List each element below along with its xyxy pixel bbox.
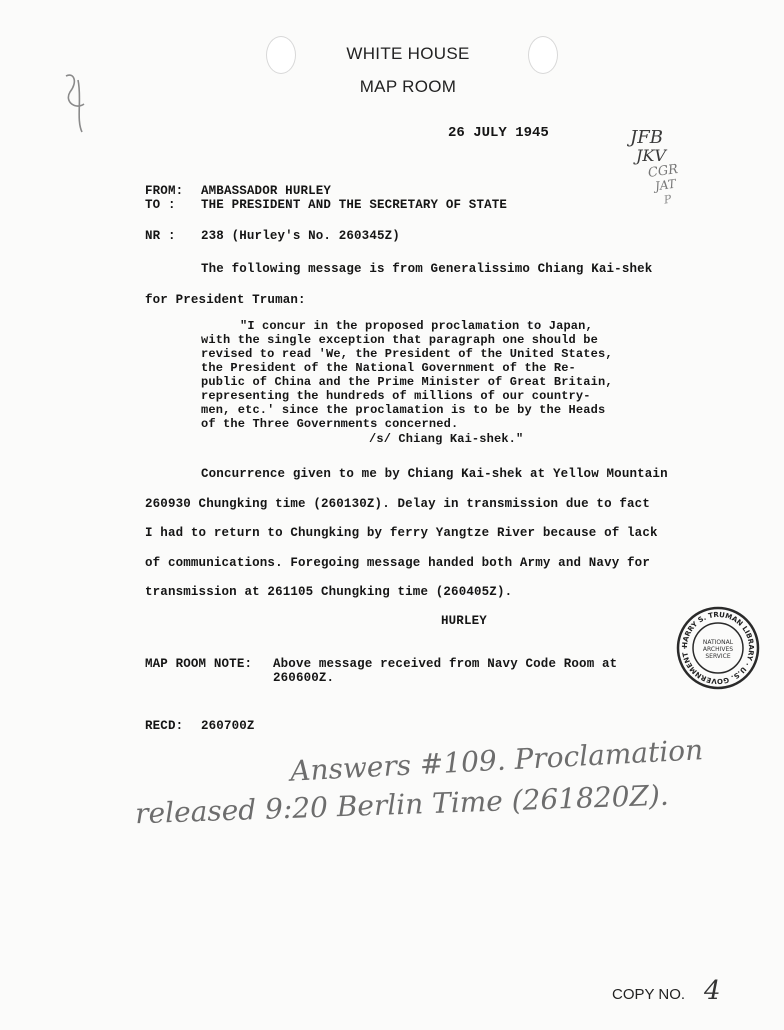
quote-line: with the single exception that paragraph one should be bbox=[201, 333, 598, 347]
concurrence-line: Concurrence given to me by Chiang Kai-shek at Yellow Mountain bbox=[201, 467, 668, 481]
copy-label: COPY NO. bbox=[612, 986, 686, 1003]
copy-number: 4 bbox=[704, 976, 721, 1006]
initial-jfb: JFB bbox=[630, 127, 663, 148]
intro-line-1: The following message is from Generalissimo Chiang Kai-shek bbox=[201, 262, 653, 276]
concurrence-line: 260930 Chungking time (260130Z). Delay in transmission due to fact bbox=[145, 497, 650, 511]
archive-stamp-seal bbox=[676, 606, 760, 690]
quote-line: revised to read 'We, the President of the United States, bbox=[201, 347, 613, 361]
svg-text:SERVICE: SERVICE bbox=[705, 653, 731, 660]
header-map-room: MAP ROOM bbox=[359, 77, 457, 96]
to-value: THE PRESIDENT AND THE SECRETARY OF STATE bbox=[201, 198, 508, 212]
quote-line: men, etc.' since the proclamation is to be by the Heads bbox=[201, 403, 606, 417]
recd-value: 260700Z bbox=[201, 719, 255, 733]
punch-hole-left bbox=[266, 36, 296, 74]
document-date: 26 JULY 1945 bbox=[448, 125, 549, 141]
handwritten-note-line-1: Answers #109. Proclamation bbox=[289, 733, 704, 788]
sender-signature: HURLEY bbox=[441, 614, 487, 628]
map-room-note-label: MAP ROOM NOTE: bbox=[145, 657, 253, 671]
quote-line: public of China and the Prime Minister of Great Britain, bbox=[201, 375, 613, 389]
map-room-note-line-1: Above message received from Navy Code Room at bbox=[273, 657, 618, 671]
nr-label: NR : bbox=[145, 229, 176, 243]
initial-jat: JAT bbox=[654, 176, 677, 194]
quote-signature: /s/ Chiang Kai-shek." bbox=[369, 432, 524, 446]
concurrence-line: I had to return to Chungking by ferry Yangtze River because of lack bbox=[145, 526, 658, 540]
handwritten-note-line-2: released 9:20 Berlin Time (261820Z). bbox=[134, 778, 670, 831]
quote-line: "I concur in the proposed proclamation to Japan, bbox=[240, 319, 593, 333]
concurrence-line: of communications. Foregoing message handed both Army and Navy for bbox=[145, 556, 650, 570]
nr-value: 238 (Hurley's No. 260345Z) bbox=[201, 229, 400, 243]
quote-line: the President of the National Government of the Re- bbox=[201, 361, 576, 375]
header-white-house: WHITE HOUSE bbox=[346, 44, 470, 63]
intro-line-2: for President Truman: bbox=[145, 293, 306, 307]
to-label: TO : bbox=[145, 198, 176, 212]
quote-line: representing the hundreds of millions of our country- bbox=[201, 389, 591, 403]
quote-line: of the Three Governments concerned. bbox=[201, 417, 459, 431]
initial-cgr: CGR bbox=[647, 161, 680, 182]
punch-hole-right bbox=[528, 36, 558, 74]
initial-p: P bbox=[662, 192, 673, 207]
initial-jkv: JKV bbox=[636, 146, 666, 165]
from-label: FROM: bbox=[145, 184, 184, 198]
margin-pencil-mark bbox=[56, 70, 96, 140]
svg-text:HARRY S. TRUMAN LIBRARY · U.S.: HARRY S. TRUMAN LIBRARY · U.S. GOVERNMENT · bbox=[680, 610, 756, 686]
svg-text:ARCHIVES: ARCHIVES bbox=[702, 646, 734, 653]
recd-label: RECD: bbox=[145, 719, 184, 733]
concurrence-line: transmission at 261105 Chungking time (260405Z). bbox=[145, 585, 513, 599]
map-room-note-line-2: 260600Z. bbox=[273, 671, 335, 685]
svg-text:NATIONAL: NATIONAL bbox=[702, 639, 734, 646]
from-value: AMBASSADOR HURLEY bbox=[201, 184, 332, 198]
